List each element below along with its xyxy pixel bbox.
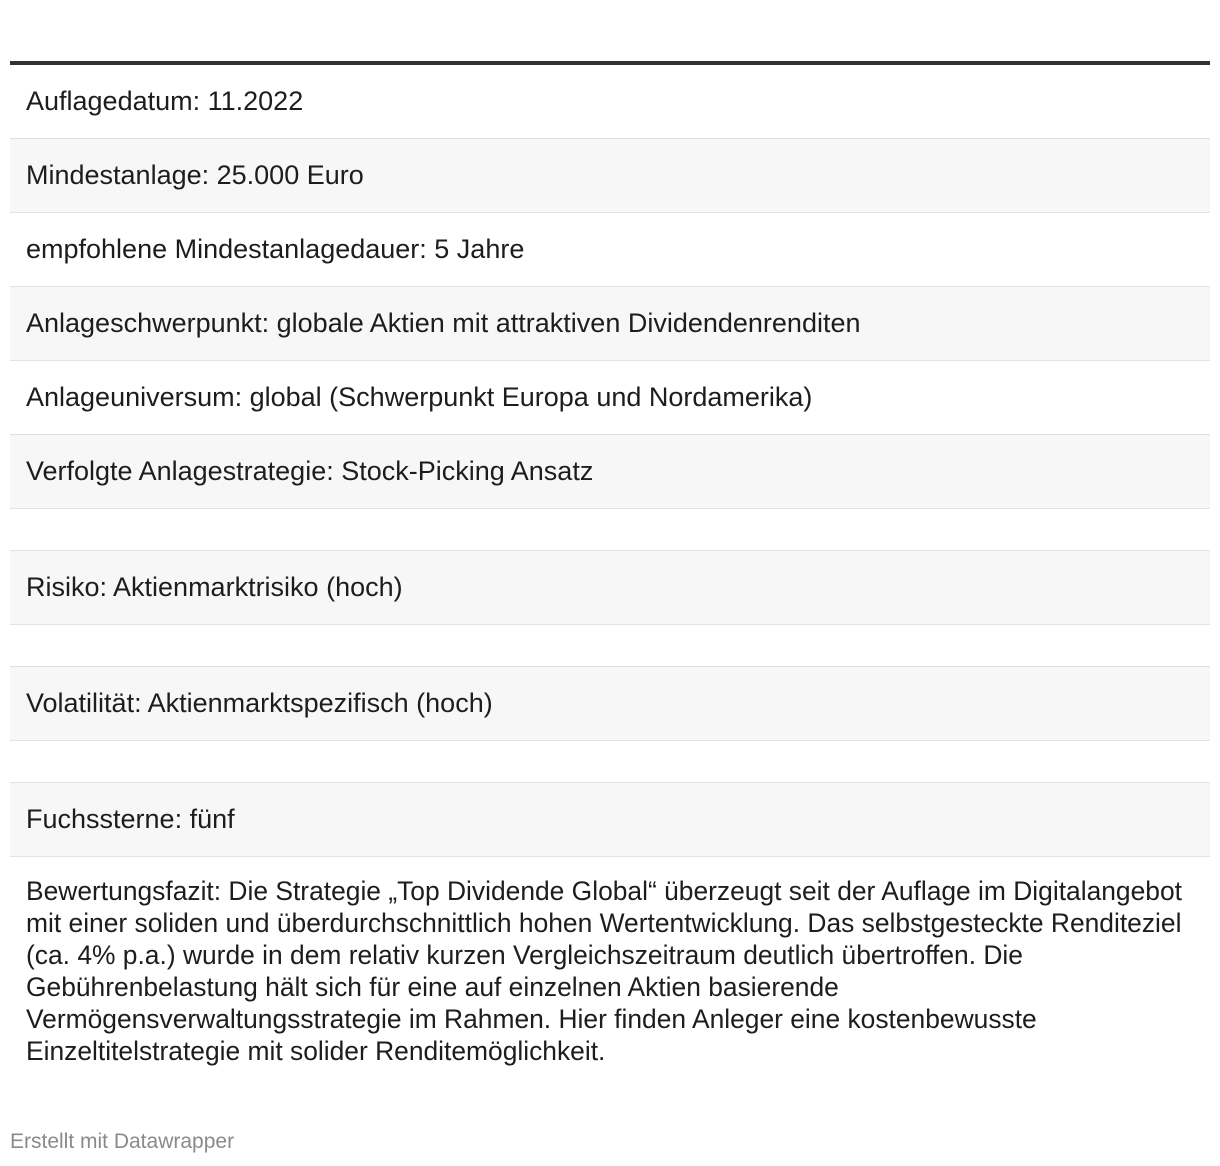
- row-fuchssterne: Fuchssterne: fünf: [10, 783, 1210, 857]
- fund-info-table: [10, 61, 1210, 1067]
- row-auflagedatum: Auflagedatum: 11.2022: [10, 65, 1210, 139]
- datawrapper-credit: Erstellt mit Datawrapper: [10, 1130, 235, 1153]
- row-anlageschwerpunkt: Anlageschwerpunkt: globale Aktien mit attraktiven Dividendenrenditen: [10, 287, 1210, 361]
- row-bewertungsfazit: Bewertungsfazit: Die Strategie „Top Dividende Global“ überzeugt seit der Auflage im Digitalangebot mit einer soliden und überdurchschnittlich hohen Wertentwicklung. Das selbstgesteckte Renditeziel (ca. 4% p.a.) wurde in dem relativ kurzen Vergleichszeitraum deutlich übertroffen. Die Gebührenbelastung hält sich für eine auf einzelnen Aktien basierende Vermögensverwaltungsstrategie im Rahmen. Hier finden Anleger eine kostenbewusste Einzeltitelstrategie mit solider Renditemöglichkeit.: [26, 876, 1182, 1066]
- row-empty: [10, 625, 1210, 667]
- row-mindestanlage: Mindestanlage: 25.000 Euro: [10, 139, 1210, 213]
- row-empty: [10, 509, 1210, 551]
- row-risiko: Risiko: Aktienmarktrisiko (hoch): [10, 551, 1210, 625]
- row-empty: [10, 741, 1210, 783]
- row-mindestanlagedauer: empfohlene Mindestanlagedauer: 5 Jahre: [10, 213, 1210, 287]
- row-anlagestrategie: Verfolgte Anlagestrategie: Stock-Picking Ansatz: [10, 435, 1210, 509]
- row-anlageuniversum: Anlageuniversum: global (Schwerpunkt Europa und Nordamerika): [10, 361, 1210, 435]
- row-volatilitaet: Volatilität: Aktienmarktspezifisch (hoch): [10, 667, 1210, 741]
